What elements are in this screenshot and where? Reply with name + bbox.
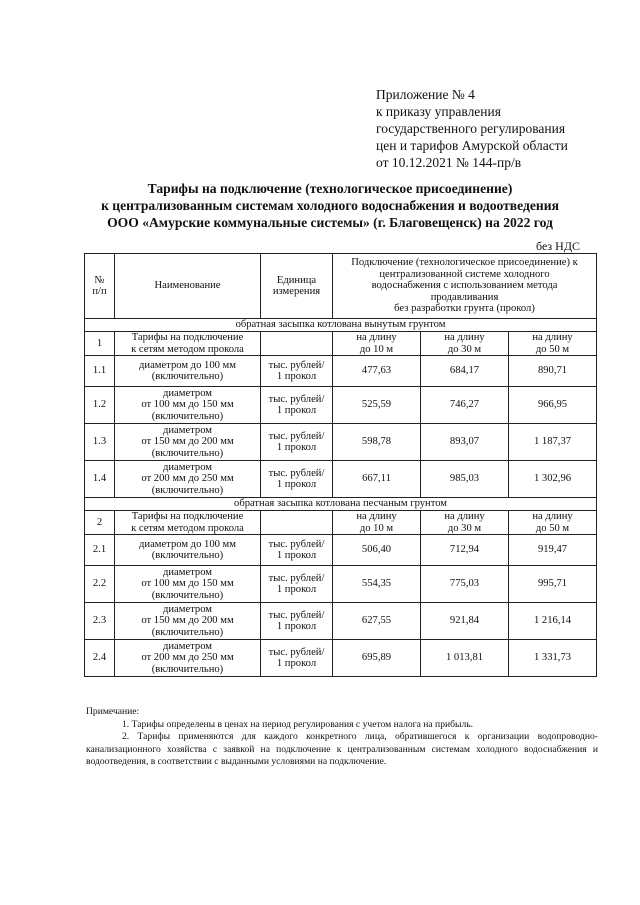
section-title-row [85, 498, 597, 511]
length-header: на длину до 30 м [421, 511, 509, 535]
tariff-value: 712,94 [421, 535, 509, 566]
tariff-value: 1 013,81 [421, 640, 509, 677]
group-num: 1 [85, 332, 115, 356]
tariff-value: 667,11 [333, 461, 421, 498]
row-unit: тыс. рублей/ 1 прокол [261, 535, 333, 566]
row-name: диаметром от 200 мм до 250 мм (включительно) [115, 640, 261, 677]
table-row [85, 535, 597, 566]
tariff-value: 893,07 [421, 424, 509, 461]
row-num: 1.4 [85, 461, 115, 498]
group-name: Тарифы на подключение к сетям методом прокола [115, 332, 261, 356]
group-num: 2 [85, 511, 115, 535]
table-row [85, 566, 597, 603]
row-unit: тыс. рублей/ 1 прокол [261, 566, 333, 603]
row-unit: тыс. рублей/ 1 прокол [261, 424, 333, 461]
header-connection: Подключение (технологическое присоединение) к централизованной системе холодного водоснабжения с использованием метода продавливания без разработки грунта (прокол) [333, 254, 597, 319]
tariff-value: 1 187,37 [509, 424, 597, 461]
note-item: 1. Тарифы определены в ценах на период регулирования с учетом налога на прибыль. [122, 718, 474, 730]
title-line: Тарифы на подключение (технологическое присоединение) [147, 181, 513, 196]
section-title-row [85, 319, 597, 332]
row-num: 2.3 [85, 603, 115, 640]
header-name: Наименование [115, 254, 261, 319]
title-line: ООО «Амурские коммунальные системы» (г. Благовещенск) на 2022 год [107, 215, 553, 230]
row-name: диаметром от 100 мм до 150 мм (включительно) [115, 387, 261, 424]
tariff-value: 598,78 [333, 424, 421, 461]
appendix-line: Приложение № 4 [376, 87, 475, 102]
appendix-line: государственного регулирования [376, 121, 566, 136]
table-row [85, 461, 597, 498]
tariff-value: 746,27 [421, 387, 509, 424]
document-title [40, 180, 620, 231]
tariff-value: 1 331,73 [509, 640, 597, 677]
tariff-value: 775,03 [421, 566, 509, 603]
row-num: 1.2 [85, 387, 115, 424]
title-line: к централизованным системам холодного водоснабжения и водоотведения [101, 198, 559, 213]
row-name: диаметром до 100 мм (включительно) [115, 535, 261, 566]
table-row [85, 603, 597, 640]
vat-note: без НДС [536, 239, 581, 253]
notes-heading: Примечание: [86, 706, 140, 717]
tariff-value: 554,35 [333, 566, 421, 603]
tariff-value: 890,71 [509, 356, 597, 387]
appendix-line: к приказу управления [376, 104, 501, 119]
row-name: диаметром до 100 мм (включительно) [115, 356, 261, 387]
row-num: 1.1 [85, 356, 115, 387]
length-header: на длину до 10 м [333, 332, 421, 356]
section-title: обратная засыпка котлована песчаным грунтом [85, 498, 597, 511]
row-unit: тыс. рублей/ 1 прокол [261, 603, 333, 640]
row-name: диаметром от 100 мм до 150 мм (включительно) [115, 566, 261, 603]
group-header-row [85, 332, 597, 356]
row-num: 1.3 [85, 424, 115, 461]
tariff-value: 684,17 [421, 356, 509, 387]
tariff-value: 477,63 [333, 356, 421, 387]
row-name: диаметром от 150 мм до 200 мм (включительно) [115, 603, 261, 640]
tariff-value: 1 216,14 [509, 603, 597, 640]
row-unit: тыс. рублей/ 1 прокол [261, 387, 333, 424]
appendix-line: цен и тарифов Амурской области [376, 138, 568, 153]
tariff-table [84, 253, 597, 677]
group-header-row [85, 511, 597, 535]
row-num: 2.4 [85, 640, 115, 677]
tariff-value: 506,40 [333, 535, 421, 566]
table-row [85, 356, 597, 387]
note-item: 2. Тарифы применяются для каждого конкретного лица, обратившегося к организации водопроводно-канализационного хозяйства с заявкой на подключение к централизованным системам холодного водоснабжения и водоотведения, в соответствии с выданными условиями на подключение. [86, 731, 598, 767]
row-unit: тыс. рублей/ 1 прокол [261, 640, 333, 677]
tariff-value: 695,89 [333, 640, 421, 677]
tariff-value: 966,95 [509, 387, 597, 424]
row-name: диаметром от 200 мм до 250 мм (включительно) [115, 461, 261, 498]
group-unit [261, 332, 333, 356]
tariff-value: 921,84 [421, 603, 509, 640]
header-unit: Единица измерения [261, 254, 333, 319]
tariff-value: 995,71 [509, 566, 597, 603]
row-num: 2.1 [85, 535, 115, 566]
length-header: на длину до 30 м [421, 332, 509, 356]
table-row [85, 424, 597, 461]
table-header-row [85, 254, 597, 319]
header-num: № п/п [85, 254, 115, 319]
tariff-value: 919,47 [509, 535, 597, 566]
appendix-reference [376, 86, 568, 171]
tariff-value: 627,55 [333, 603, 421, 640]
notes [86, 706, 598, 769]
section-title: обратная засыпка котлована вынутым грунтом [85, 319, 597, 332]
group-unit [261, 511, 333, 535]
row-unit: тыс. рублей/ 1 прокол [261, 356, 333, 387]
tariff-value: 1 302,96 [509, 461, 597, 498]
row-num: 2.2 [85, 566, 115, 603]
tariff-value: 985,03 [421, 461, 509, 498]
group-name: Тарифы на подключение к сетям методом прокола [115, 511, 261, 535]
row-name: диаметром от 150 мм до 200 мм (включительно) [115, 424, 261, 461]
length-header: на длину до 50 м [509, 332, 597, 356]
length-header: на длину до 10 м [333, 511, 421, 535]
length-header: на длину до 50 м [509, 511, 597, 535]
tariff-value: 525,59 [333, 387, 421, 424]
table-row [85, 387, 597, 424]
table-row [85, 640, 597, 677]
appendix-line: от 10.12.2021 № 144-пр/в [376, 155, 522, 170]
row-unit: тыс. рублей/ 1 прокол [261, 461, 333, 498]
